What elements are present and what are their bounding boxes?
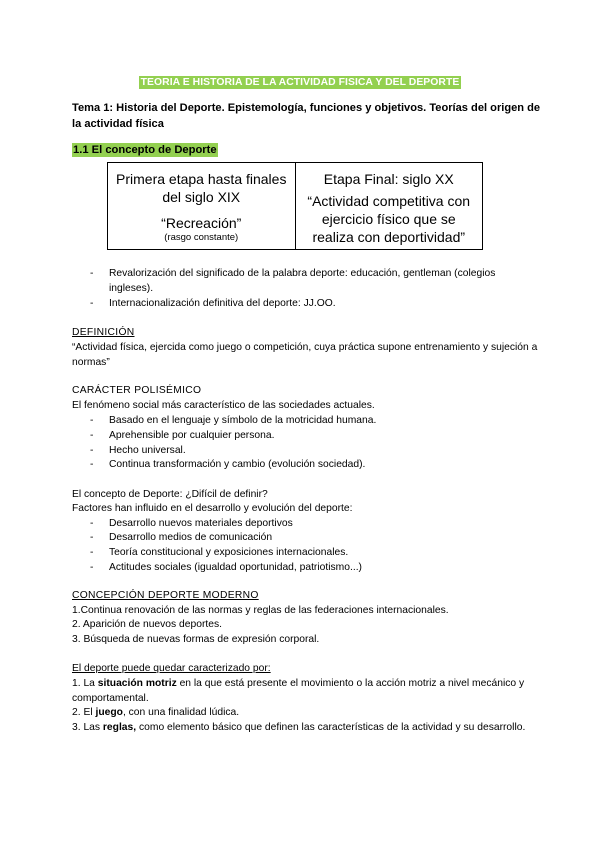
- tema-heading: Tema 1: Historia del Deporte. Epistemología, funciones y objetivos. Teorías del origen de la actividad física: [72, 102, 541, 130]
- item-bold-term: juego: [95, 707, 123, 718]
- final-stage-quote-2: ejercicio físico que se: [321, 211, 456, 227]
- list-item-text: Aprehensible por cualquier persona.: [109, 430, 275, 441]
- list-item-text: Actitudes sociales (igualdad oportunidad, patriotismo...): [109, 562, 362, 573]
- moderno-item: 2. Aparición de nuevos deportes.: [72, 619, 222, 630]
- moderno-item: 1.Continua renovación de las normas y reglas de las federaciones internacionales.: [72, 605, 449, 616]
- final-stage-quote-1: “Actividad competitiva con: [307, 193, 471, 209]
- caracterizado-item-3: [72, 720, 542, 735]
- document-title-text: TEORIA E HISTORIA DE LA ACTIVIDAD FISICA Y DEL DEPORTE: [140, 77, 460, 88]
- first-stage-heading-1: Primera etapa hasta finales: [116, 171, 287, 187]
- bullet-dash: -: [90, 547, 94, 558]
- bullet-dash: -: [90, 532, 94, 543]
- bullet-dash: -: [90, 430, 94, 441]
- section-heading-text: 1.1 El concepto de Deporte: [73, 144, 217, 156]
- first-stage-quote: “Recreación”: [161, 215, 242, 231]
- caracterizado-item-2: [72, 705, 542, 720]
- bullet-dash: -: [90, 562, 94, 573]
- definicion-text: “Actividad física, ejercida como juego o competición, cuya práctica supone entrenamiento y sujeción a normas”: [72, 342, 538, 368]
- list-item-text: Desarrollo nuevos materiales deportivos: [109, 518, 293, 529]
- polisemico-intro: El fenómeno social más característico de las sociedades actuales.: [72, 400, 375, 411]
- bullet-dash: -: [90, 415, 94, 426]
- bullet-dash: -: [90, 298, 94, 309]
- first-stage-heading-2: del siglo XIX: [162, 189, 241, 205]
- final-stage-quote-3: realiza con deportividad”: [312, 229, 466, 245]
- list-item-text: Continua transformación y cambio (evolución sociedad).: [109, 459, 366, 470]
- polisemico-heading: CARÁCTER POLISÉMICO: [72, 385, 202, 396]
- factores-intro: Factores han influido en el desarrollo y evolución del deporte:: [72, 503, 353, 514]
- bullet-dash: -: [90, 445, 94, 456]
- caracterizado-item-1: [72, 676, 542, 706]
- list-item-text: Internacionalización definitiva del deporte: JJ.OO.: [109, 298, 336, 309]
- item-rest: , con una finalidad lúdica.: [122, 707, 240, 718]
- concept-cell-first-stage: [108, 163, 296, 249]
- concept-cell-final-stage: [296, 163, 483, 249]
- bullet-dash: -: [90, 518, 94, 529]
- caracterizado-heading: El deporte puede quedar caracterizado por:: [72, 663, 271, 674]
- document-title: [0, 72, 600, 90]
- item-prefix: 2. El: [72, 707, 96, 718]
- item-rest: como elemento básico que definen las características de la actividad y su desarrollo.: [136, 722, 526, 733]
- list-item-text: Basado en el lenguaje y símbolo de la motricidad humana.: [109, 415, 377, 426]
- list-item-text: Teoría constitucional y exposiciones internacionales.: [109, 547, 349, 558]
- item-prefix: 3. Las: [72, 722, 103, 733]
- section-heading: [72, 144, 218, 156]
- first-stage-note: (rasgo constante): [164, 232, 239, 243]
- list-item-text: Desarrollo medios de comunicación: [109, 532, 273, 543]
- bullet-dash: -: [90, 459, 94, 470]
- final-stage-heading: Etapa Final: siglo XX: [323, 171, 454, 187]
- moderno-heading: CONCEPCIÓN DEPORTE MODERNO: [72, 590, 259, 601]
- bullet-dash: -: [90, 268, 94, 279]
- moderno-item: 3. Búsqueda de nuevas formas de expresión corporal.: [72, 634, 320, 645]
- list-item-text: Revalorización del significado de la palabra deporte: educación, gentleman (colegios ingleses).: [109, 268, 496, 294]
- definicion-heading: DEFINICIÓN: [72, 327, 135, 338]
- factores-question: El concepto de Deporte: ¿Difícil de definir?: [72, 489, 268, 500]
- item-rest: en la que está presente el movimiento o la acción motriz a nivel mecánico y comportamental.: [72, 678, 525, 704]
- concept-table: [107, 162, 483, 250]
- item-bold-term: situación motriz: [97, 678, 177, 689]
- list-item-text: Hecho universal.: [109, 445, 186, 456]
- item-prefix: 1. La: [72, 678, 98, 689]
- item-bold-term: reglas,: [102, 722, 137, 733]
